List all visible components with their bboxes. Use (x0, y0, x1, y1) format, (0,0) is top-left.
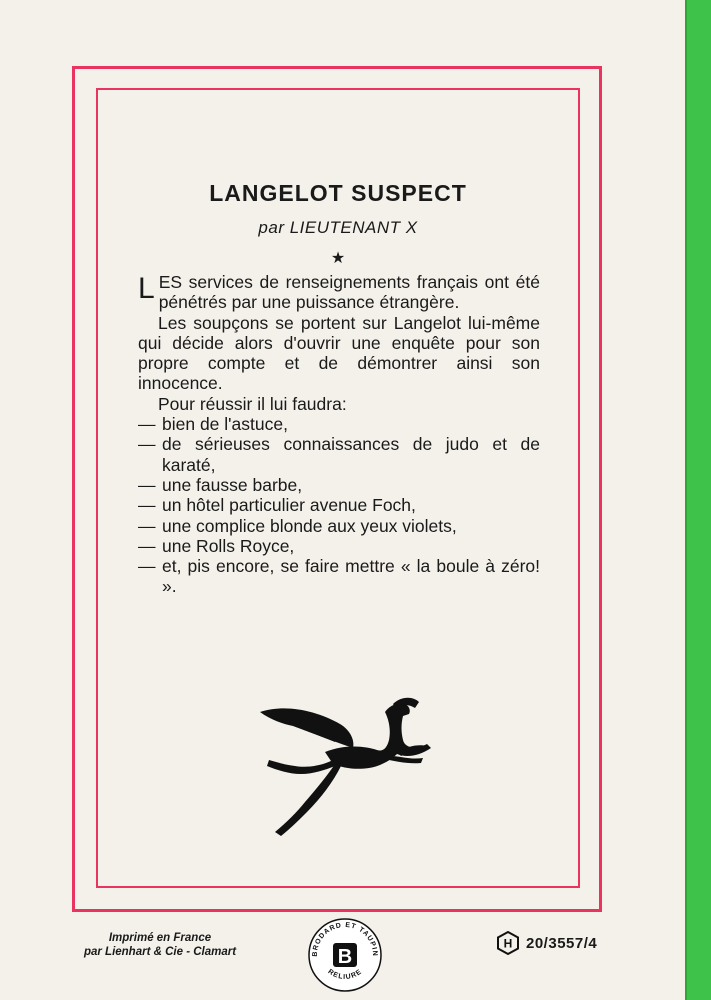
printer-line-1: Imprimé en France (108, 932, 212, 944)
svg-text:BRODARD ET TAUPIN: BRODARD ET TAUPIN (311, 921, 379, 957)
svg-text:B: B (337, 946, 353, 968)
list-item: — et, pis encore, se faire mettre « la boule à zéro! ». (138, 556, 540, 597)
list-item: — un hôtel particulier avenue Foch, (138, 495, 540, 515)
author-byline: par LIEUTENANT X (258, 218, 418, 237)
list-item: — une fausse barbe, (138, 475, 540, 495)
blurb-paragraph-1: LES services de renseignements français ont été pénétrés par une puissance étrangère. (138, 272, 540, 313)
blurb (138, 272, 540, 597)
list-item: — bien de l'astuce, (138, 414, 540, 434)
list-item: — de sérieuses connaissances de judo et de karaté, (138, 434, 540, 475)
brodard-taupin-seal-icon (306, 916, 384, 994)
list-item: — une Rolls Royce, (138, 536, 540, 556)
svg-text:H: H (503, 936, 513, 951)
printer-credit (70, 931, 250, 959)
list-item: — une complice blonde aux yeux violets, (138, 516, 540, 536)
blurb-paragraph-2: Les soupçons se portent sur Langelot lui-même qui décide alors d'ouvrir une enquête pour son propre compte et de démontrer ainsi son innocence. (138, 312, 540, 394)
printer-line-2: par Lienhart & Cie - Clamart (83, 946, 237, 958)
book-title: LANGELOT SUSPECT (209, 180, 467, 206)
catalog-code (496, 930, 597, 956)
hachette-hexagon-icon (496, 931, 520, 955)
requirements-list (138, 414, 540, 597)
svg-text:RELIURE: RELIURE (326, 968, 364, 981)
catalog-number: 20/3557/4 (526, 934, 598, 952)
book-spine (685, 0, 711, 1000)
blurb-paragraph-3: Pour réussir il lui faudra: (158, 393, 347, 414)
pegasus-logo-icon (255, 690, 435, 840)
star-ornament: ★ (330, 250, 346, 267)
